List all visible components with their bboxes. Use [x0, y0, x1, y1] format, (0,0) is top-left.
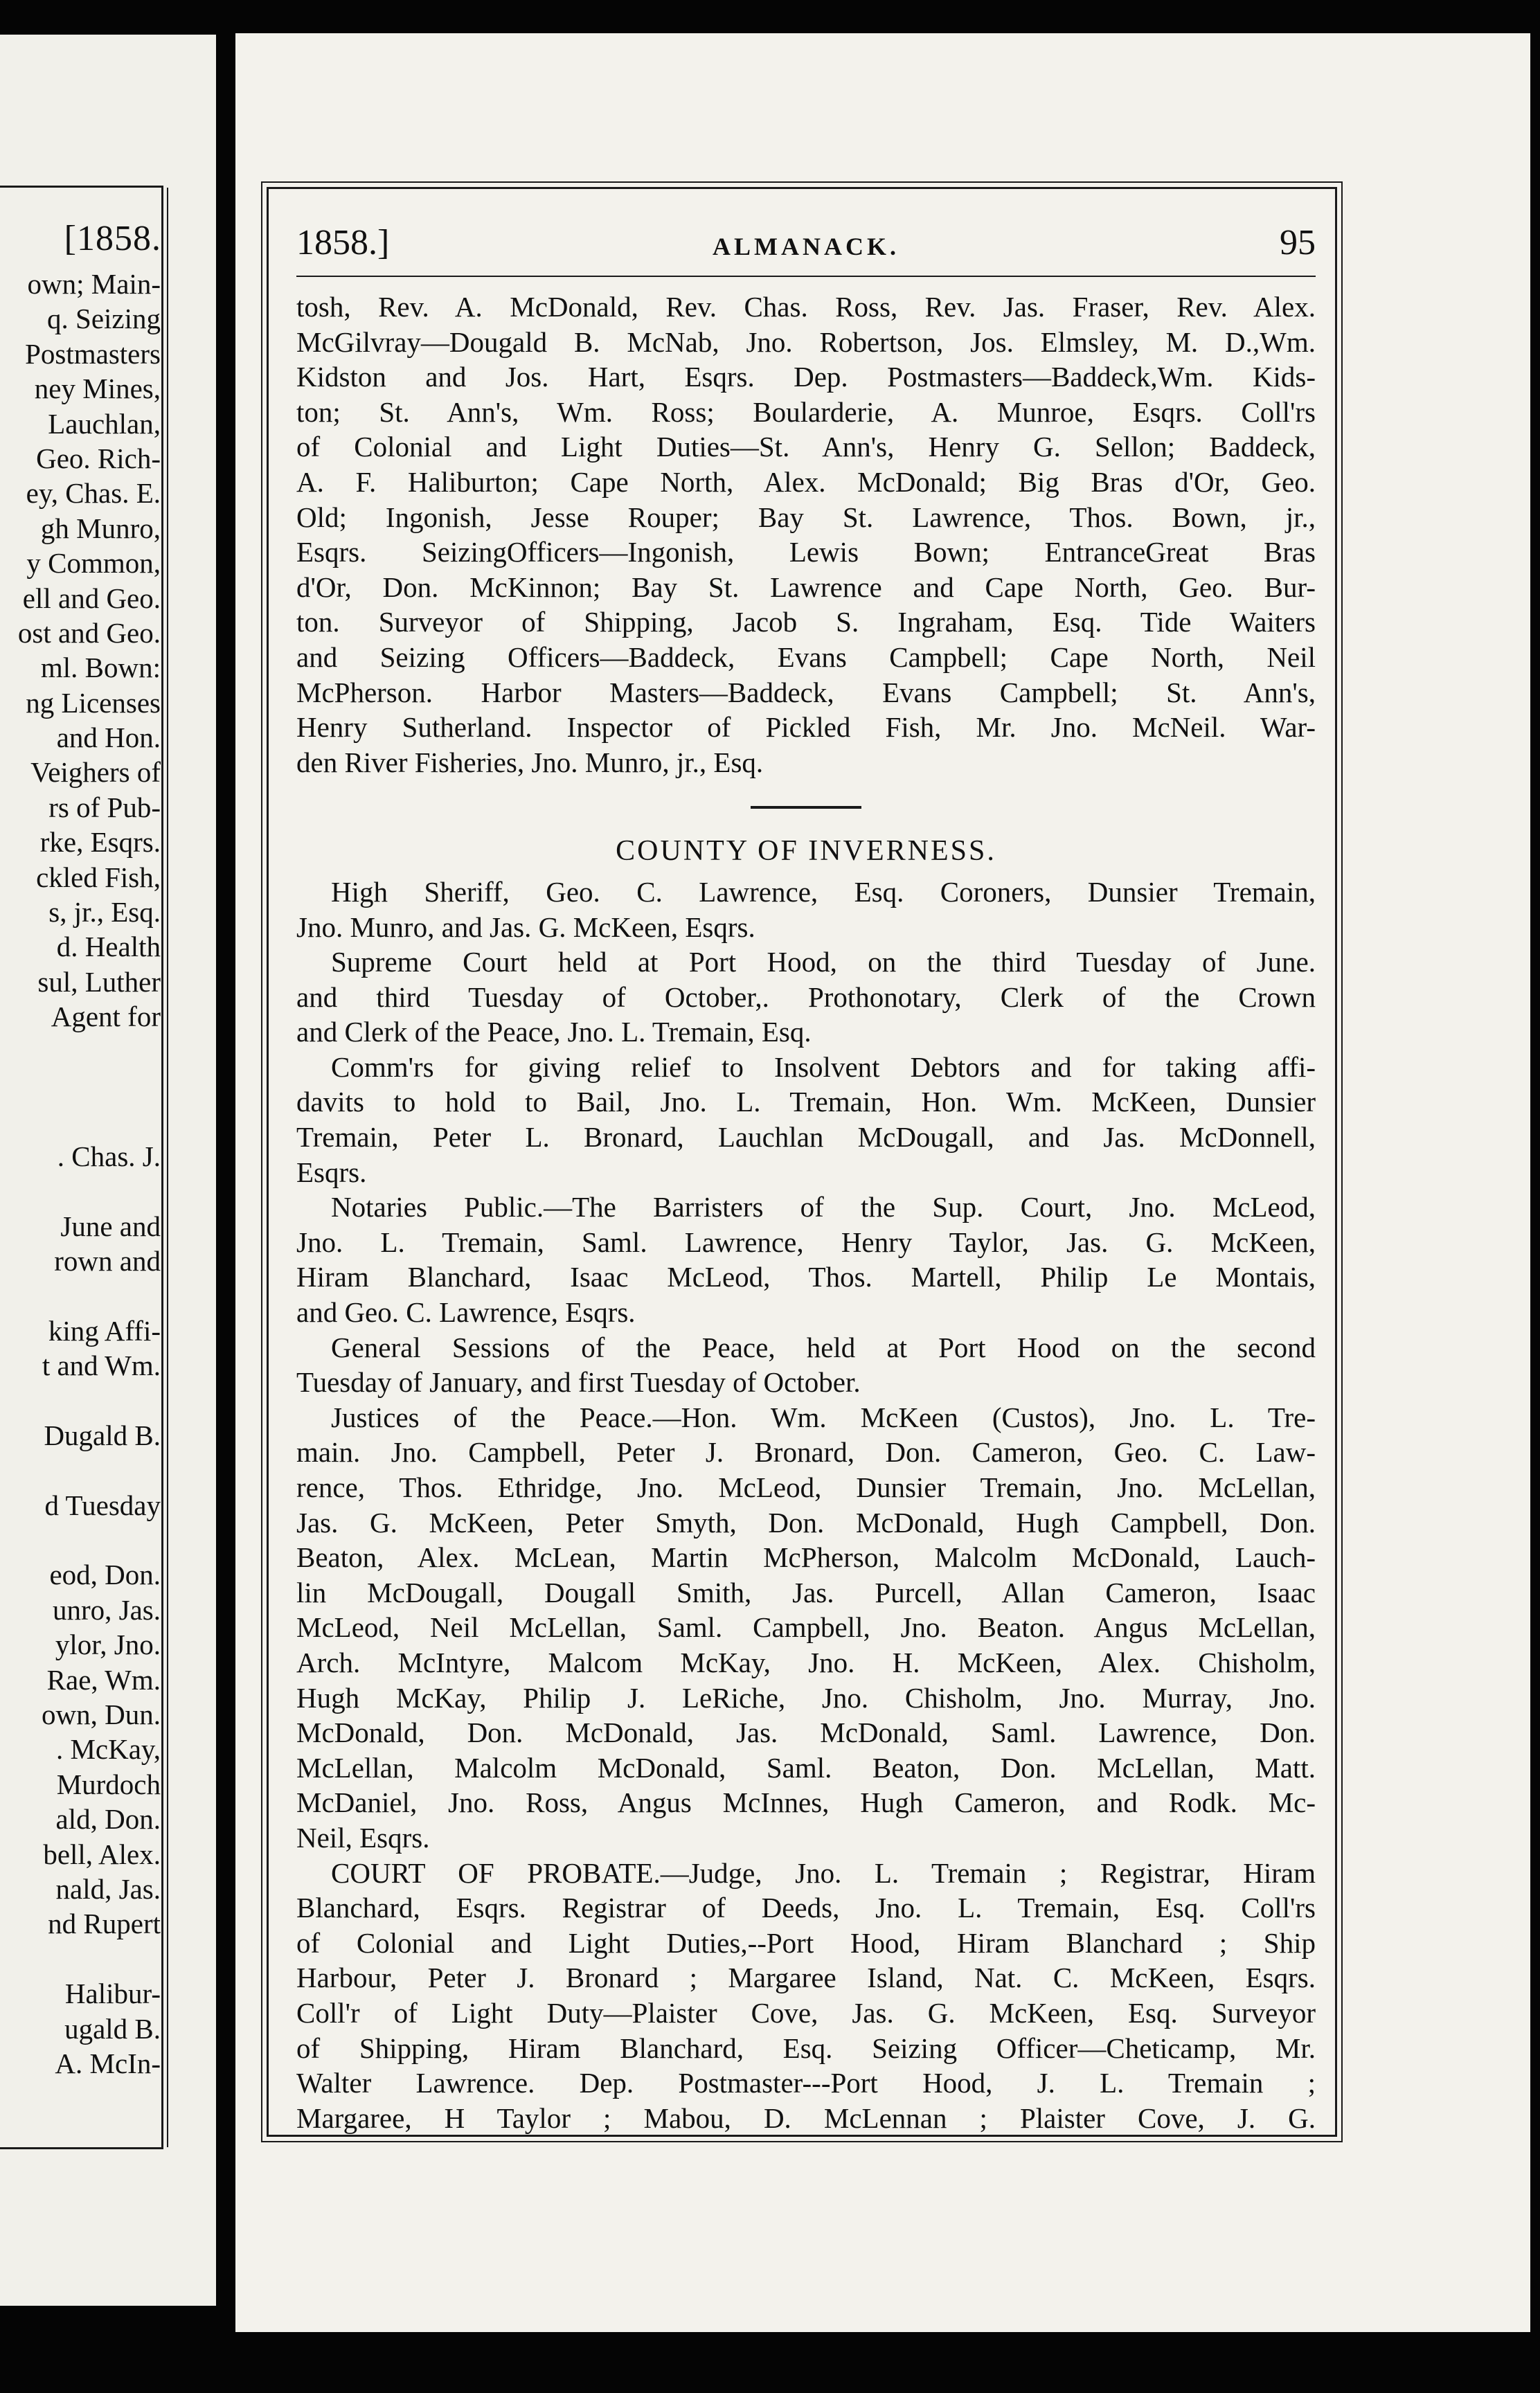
previous-page-line: ald, Don.: [55, 1803, 161, 1836]
previous-page-line: [0, 1278, 161, 1313]
previous-page: [0, 35, 216, 2306]
text-line: den River Fisheries, Jno. Munro, jr., Esq.: [296, 746, 764, 778]
previous-page-line: d. Health: [56, 931, 161, 963]
previous-page-line: ml. Bown:: [40, 652, 161, 684]
text-line: Harbour, Peter J. Bronard ; Margaree Island, Nat. C. McKeen, Esqrs.: [296, 1962, 1316, 1994]
previous-page-line: Agent for: [51, 1001, 161, 1033]
text-line: High Sheriff, Geo. C. Lawrence, Esq. Coroners, Dunsier Tremain,: [331, 875, 1316, 908]
previous-page-line: nald, Jas.: [55, 1872, 161, 1905]
previous-page-line: Murdoch: [56, 1768, 161, 1800]
previous-page-line: d Tuesday: [44, 1489, 161, 1521]
previous-page-line: ng Licenses: [26, 686, 161, 719]
previous-page-line: rs of Pub-: [48, 791, 161, 823]
text-line: McLeod, Neil McLellan, Saml. Campbell, Jno. Beaton. Angus McLellan,: [296, 1611, 1316, 1644]
previous-page-line: [0, 1069, 161, 1104]
text-line: ton; St. Ann's, Wm. Ross; Boularderie, A. Munroe, Esqrs. Coll'rs: [296, 395, 1316, 428]
text-line: Comm'rs for giving relief to Insolvent Debtors and for taking affi-: [331, 1050, 1316, 1083]
text-line: Tremain, Peter L. Bronard, Lauchlan McDougall, and Jas. McDonnell,: [296, 1121, 1316, 1154]
previous-page-line: [0, 1523, 161, 1557]
text-line: Kidston and Jos. Hart, Esqrs. Dep. Postmasters—Baddeck,Wm. Kids-: [296, 361, 1316, 393]
text-line: Henry Sutherland. Inspector of Pickled Fish, Mr. Jno. McNeil. War-: [296, 711, 1316, 744]
previous-page-line: q. Seizing: [47, 303, 161, 335]
previous-page-line: rke, Esqrs.: [39, 826, 161, 859]
previous-page-line: [0, 1383, 161, 1418]
previous-page-line: ell and Geo.: [22, 582, 161, 614]
text-line: main. Jno. Campbell, Peter J. Bronard, Don. Cameron, Geo. C. Law-: [296, 1436, 1316, 1469]
previous-page-line: Geo. Rich-: [36, 442, 161, 474]
page-border: [267, 187, 1337, 2137]
previous-page-line: Postmasters: [25, 337, 161, 370]
previous-page-line: [0, 1174, 161, 1208]
body-text: [296, 289, 1316, 2135]
text-line: lin McDougall, Dougall Smith, Jas. Purcell, Allan Cameron, Isaac: [296, 1576, 1316, 1608]
previous-page-text: [0, 267, 161, 2081]
text-line: Tuesday of January, and first Tuesday of October.: [296, 1366, 861, 1399]
text-line: davits to hold to Bail, Jno. L. Tremain, Hon. Wm. McKeen, Dunsier: [296, 1086, 1316, 1118]
text-line: Blanchard, Esqrs. Registrar of Deeds, Jno. L. Tremain, Esq. Coll'rs: [296, 1892, 1316, 1924]
text-line: of Colonial and Light Duties—St. Ann's, Henry G. Sellon; Baddeck,: [296, 431, 1316, 463]
text-line: and Seizing Officers—Baddeck, Evans Campbell; Cape North, Neil: [296, 640, 1316, 673]
previous-page-line: June and: [60, 1210, 161, 1242]
text-line: Margaree, H Taylor ; Mabou, D. McLennan ; Plaister Cove, J. G.: [296, 2101, 1316, 2134]
text-line: McGilvray—Dougald B. McNab, Jno. Robertson, Jos. Elmsley, M. D.,Wm.: [296, 325, 1316, 358]
previous-page-line: s, jr., Esq.: [48, 896, 161, 929]
previous-page-line: Veighers of: [30, 756, 161, 789]
text-line: McLellan, Malcolm McDonald, Saml. Beaton, Don. McLellan, Matt.: [296, 1751, 1316, 1784]
previous-page-line: gh Munro,: [40, 512, 161, 544]
previous-page-line: Dugald B.: [44, 1419, 161, 1451]
text-line: McDonald, Don. McDonald, Jas. McDonald, Saml. Lawrence, Don.: [296, 1717, 1316, 1749]
text-line: Walter Lawrence. Dep. Postmaster---Port Hood, J. L. Tremain ;: [296, 2067, 1316, 2099]
text-line: McDaniel, Jno. Ross, Angus McInnes, Hugh Cameron, and Rodk. Mc-: [296, 1786, 1316, 1819]
previous-page-line: ost and Geo.: [17, 616, 161, 649]
text-line: Hiram Blanchard, Isaac McLeod, Thos. Martell, Philip Le Montais,: [296, 1261, 1316, 1293]
text-line: Neil, Esqrs.: [296, 1821, 430, 1854]
text-line: Notaries Public.—The Barristers of the Sup. Court, Jno. McLeod,: [331, 1191, 1316, 1224]
previous-page-line: [0, 1942, 161, 1976]
previous-page-line: . McKay,: [55, 1733, 161, 1766]
previous-page-header: [1858.: [64, 219, 161, 258]
text-line: d'Or, Don. McKinnon; Bay St. Lawrence and Cape North, Geo. Bur-: [296, 571, 1316, 603]
previous-page-line: . Chas. J.: [57, 1140, 161, 1172]
text-line: Beaton, Alex. McLean, Martin McPherson, Malcolm McDonald, Lauch-: [296, 1541, 1316, 1574]
previous-page-line: [0, 1104, 161, 1138]
header-year: 1858.]: [296, 223, 390, 262]
text-line: McPherson. Harbor Masters—Baddeck, Evans Campbell; St. Ann's,: [296, 676, 1316, 708]
previous-page-line: bell, Alex.: [43, 1838, 161, 1870]
previous-page-line: king Affi-: [48, 1314, 161, 1347]
text-line: Jno. L. Tremain, Saml. Lawrence, Henry Taylor, Jas. G. McKeen,: [296, 1226, 1316, 1258]
text-line: Old; Ingonish, Jesse Rouper; Bay St. Lawrence, Thos. Bown, jr.,: [296, 501, 1316, 533]
previous-page-line: and Hon.: [56, 722, 161, 754]
text-line: of Shipping, Hiram Blanchard, Esq. Seizing Officer—Cheticamp, Mr.: [296, 2032, 1316, 2064]
text-line: Jas. G. McKeen, Peter Smyth, Don. McDonald, Hugh Campbell, Don.: [296, 1506, 1316, 1539]
text-line: and third Tuesday of October,. Prothonotary, Clerk of the Crown: [296, 980, 1316, 1013]
previous-page-line: rown and: [54, 1244, 161, 1277]
text-line: Hugh McKay, Philip J. LeRiche, Jno. Chisholm, Jno. Murray, Jno.: [296, 1681, 1316, 1714]
previous-page-line: ey, Chas. E.: [26, 477, 161, 510]
county-section: [296, 875, 1316, 2135]
previous-page-line: ckled Fish,: [36, 861, 161, 893]
text-line: Supreme Court held at Port Hood, on the third Tuesday of June.: [331, 946, 1316, 978]
running-header: [296, 222, 1316, 271]
text-line: rence, Thos. Ethridge, Jno. McLeod, Dunsier Tremain, Jno. McLellan,: [296, 1471, 1316, 1503]
previous-page-line: nd Rupert: [48, 1908, 161, 1940]
header-rule: [296, 276, 1316, 277]
previous-page-line: t and Wm.: [42, 1350, 161, 1382]
previous-page-line: [0, 1453, 161, 1487]
previous-page-line: own, Dun.: [42, 1699, 161, 1731]
previous-page-line: unro, Jas.: [52, 1593, 161, 1626]
text-line: Jno. Munro, and Jas. G. McKeen, Esqrs.: [296, 911, 755, 943]
text-line: A. F. Haliburton; Cape North, Alex. McDonald; Big Bras d'Or, Geo.: [296, 465, 1316, 498]
header-title: ALMANACK.: [713, 233, 899, 260]
text-line: COURT OF PROBATE.—Judge, Jno. L. Tremain ; Registrar, Hiram: [331, 1856, 1316, 1889]
text-line: and Geo. C. Lawrence, Esqrs.: [296, 1296, 636, 1329]
previous-page-line: [0, 1034, 161, 1069]
text-line: Esqrs.: [296, 1156, 367, 1188]
text-line: Coll'r of Light Duty—Plaister Cove, Jas. G. McKeen, Esq. Surveyor: [296, 1996, 1316, 2029]
section-divider: [751, 806, 861, 809]
paragraph-continued: [296, 289, 1316, 780]
text-line: Arch. McIntyre, Malcom McKay, Jno. H. McKeen, Alex. Chisholm,: [296, 1646, 1316, 1678]
text-line: tosh, Rev. A. McDonald, Rev. Chas. Ross, Rev. Jas. Fraser, Rev. Alex.: [296, 291, 1316, 323]
previous-page-line: own; Main-: [27, 268, 161, 300]
previous-page-line: ney Mines,: [34, 373, 161, 405]
page-number: 95: [1280, 223, 1316, 262]
text-line: of Colonial and Light Duties,--Port Hood, Hiram Blanchard ; Ship: [296, 1926, 1316, 1959]
text-line: ton. Surveyor of Shipping, Jacob S. Ingraham, Esq. Tide Waiters: [296, 606, 1316, 638]
previous-page-line: ylor, Jno.: [55, 1629, 161, 1661]
previous-page-line: Lauchlan,: [48, 407, 161, 440]
previous-page-line: Halibur-: [64, 1978, 161, 2010]
previous-page-line: Rae, Wm.: [46, 1663, 161, 1696]
previous-page-line: ugald B.: [64, 2012, 161, 2045]
text-line: Justices of the Peace.—Hon. Wm. McKeen (Custos), Jno. L. Tre-: [331, 1401, 1316, 1433]
previous-page-line: sul, Luther: [37, 965, 161, 998]
text-line: and Clerk of the Peace, Jno. L. Tremain, Esq.: [296, 1016, 812, 1048]
previous-page-line: A. McIn-: [55, 2047, 161, 2079]
text-line: General Sessions of the Peace, held at Port Hood on the second: [331, 1331, 1316, 1363]
page: [235, 33, 1530, 2332]
previous-page-line: eod, Don.: [49, 1559, 161, 1591]
previous-page-line: y Common,: [26, 547, 161, 580]
text-line: Esqrs. SeizingOfficers—Ingonish, Lewis Bown; EntranceGreat Bras: [296, 536, 1316, 568]
county-heading: COUNTY OF INVERNESS.: [616, 835, 996, 868]
